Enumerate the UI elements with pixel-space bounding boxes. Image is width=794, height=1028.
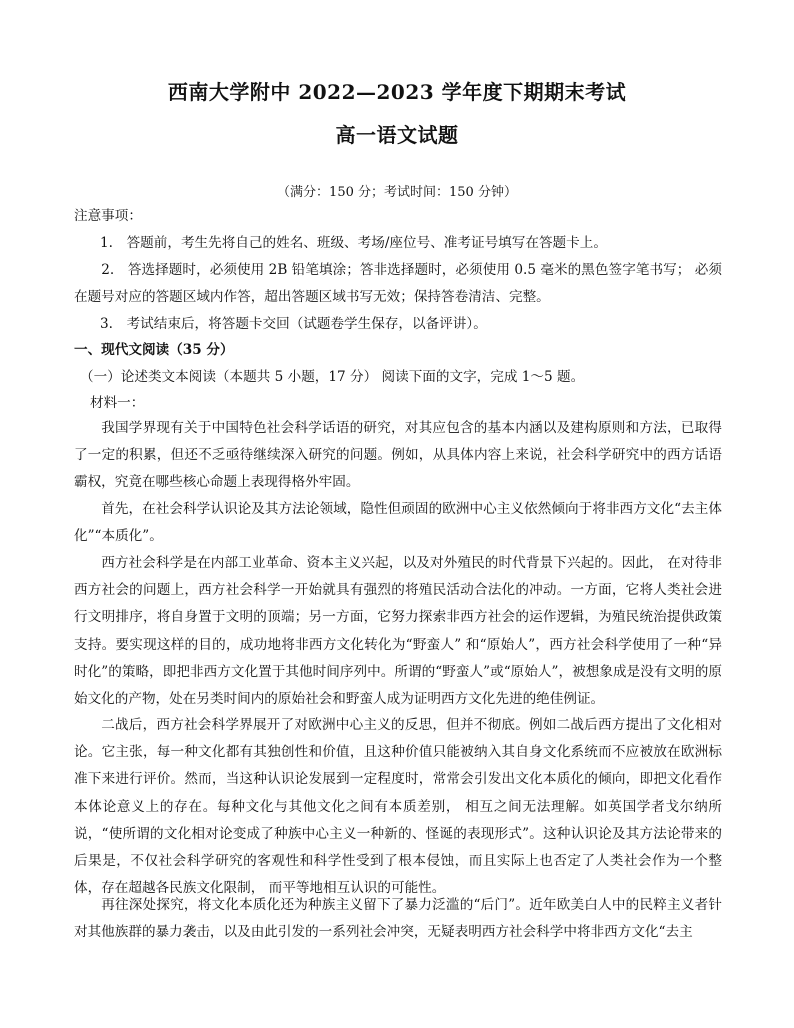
exam-subtitle: 高一语文试题 xyxy=(335,123,459,147)
section-heading: 一、现代文阅读（35 分） xyxy=(74,342,234,358)
exam-title: 西南大学附中 2022—2023 学年度下期期末考试 xyxy=(167,80,627,104)
material-label: 材料一： xyxy=(90,395,145,411)
notice-item-3: 3. 考试结束后，将答题卡交回（试题卷学生保存，以备评讲）。 xyxy=(100,316,487,332)
notice-item-2: 2. 答选择题时，必须使用 2B 铅笔填涂；答非选择题时，必须使用 0.5 毫米的黑色签字笔书写； 必须在题号对应的答题区域内作答，超出答题区域书写无效；保持答卷清洁、完整。 xyxy=(74,262,722,306)
notice-heading: 注意事项： xyxy=(74,208,142,224)
paragraph-1: 我国学界现有关于中国特色社会科学话语的研究，对其应包含的基本内涵以及建构原则和方法，已取得了一定的积累，但还不乏亟待继续深入研究的问题。例如，从具体内容上来说，社会科学研究中的西方话语霸权，究竟在哪些核心命题上表现得格外牢固。 xyxy=(74,420,722,491)
paragraph-4: 二战后，西方社会科学界展开了对欧洲中心主义的反思，但并不彻底。例如二战后西方提出了文化相对论。它主张，每一种文化都有其独创性和价值，且这种价值只能被纳入其自身文化系统而不应被放在欧洲标准下来进行评价。然而，当这种认识论发展到一定程度时，常常会引发出文化本质化的倾向，即把文化看作本体论意义上的存在。每种文化与其他文化之间有本质差别， 相互之间无法理解。如英国学者戈尔纳所说，“使所谓的文化相对论变成了种族中心主义一种新的、怪诞的表现形式”。这种认识论及其方法论带来的后果是，不仅社会科学研究的客观性和科学性受到了根本侵蚀，而且实际上也否定了人类社会作为一个整体，存在超越各民族文化限制， 而平等地相互认识的可能性。 xyxy=(74,717,722,897)
paragraph-2: 首先，在社会科学认识论及其方法论领域，隐性但顽固的欧洲中心主义依然倾向于将非西方文化“去主体化”“本质化”。 xyxy=(74,501,722,545)
notice-item-1: 1. 答题前，考生先将自己的姓名、班级、考场/座位号、准考证号填写在答题卡上。 xyxy=(100,235,607,251)
paragraph-5: 再往深处探究，将文化本质化还为种族主义留下了暴力泛滥的“后门”。近年欧美白人中的民粹主义者针对其他族群的暴力袭击，以及由此引发的一系列社会冲突，无疑表明西方社会科学中将非西方文化“去主 xyxy=(74,897,722,941)
paragraph-3: 西方社会科学是在内部工业革命、资本主义兴起，以及对外殖民的时代背景下兴起的。因此， 在对待非西方社会的问题上，西方社会科学一开始就具有强烈的将殖民活动合法化的冲动。一方面，它将人类社会进行文明排序，将自身置于文明的顶端；另一方面，它努力探索非西方社会的运作逻辑，为殖民统治提供政策支持。要实现这样的目的，成功地将非西方文化转化为“野蛮人” 和“原始人”，西方社会科学使用了一种“异时化”的策略，即把非西方文化置于其他时间序列中。所谓的“野蛮人”或“原始人”，被想象成是没有文明的原始文化的产物，处在另类时间内的原始社会和野蛮人成为证明西方文化先进的绝佳例证。 xyxy=(74,555,722,708)
exam-meta: （满分：150 分；考试时间：150 分钟） xyxy=(277,185,517,200)
section-subheading: （一）论述类文本阅读（本题共 5 小题，17 分） 阅读下面的文字，完成 1～5 题。 xyxy=(80,369,585,385)
